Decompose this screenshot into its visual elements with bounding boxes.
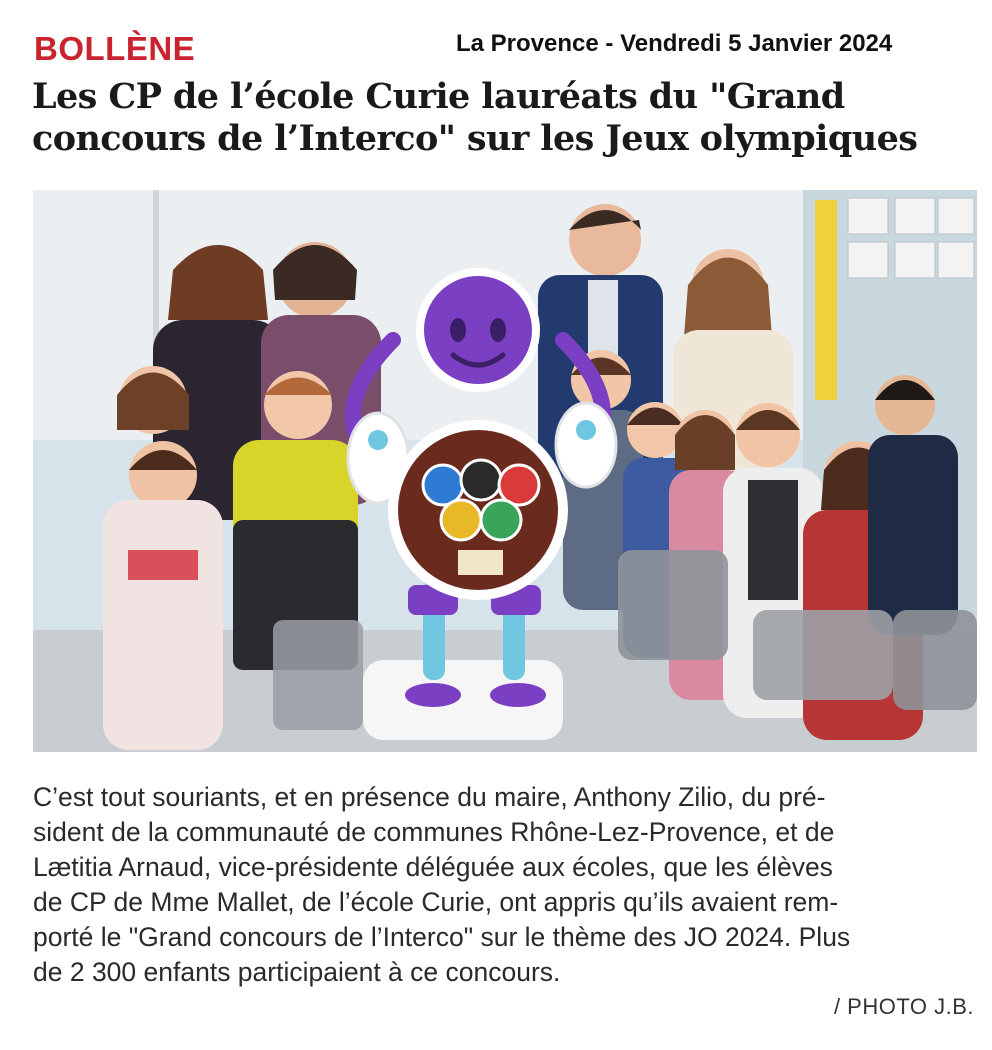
photo-credit: / PHOTO J.B. (833, 994, 974, 1019)
headline-line-1: Les CP de l’école Curie lauréats du "Grand (32, 76, 845, 117)
body-line-6: de 2 300 enfants participaient à ce concours. (33, 957, 561, 987)
headline (32, 76, 972, 160)
kicker: BOLLÈNE (34, 30, 196, 67)
body-line-2: sident de la communauté de communes Rhône-Lez-Provence, et de (33, 817, 835, 847)
source-line: La Provence - Vendredi 5 Janvier 2024 (456, 30, 893, 57)
article-photo (33, 190, 977, 752)
article-body (33, 780, 977, 990)
body-line-5: porté le "Grand concours de l’Interco" sur le thème des JO 2024. Plus (33, 922, 851, 952)
photo-illustration (33, 190, 977, 752)
body-line-1: C’est tout souriants, et en présence du maire, Anthony Zilio, du pré- (33, 782, 826, 812)
body-line-4: de CP de Mme Mallet, de l’école Curie, ont appris qu’ils avaient rem- (33, 887, 839, 917)
body-line-3: Lætitia Arnaud, vice-présidente déléguée aux écoles, que les élèves (33, 852, 833, 882)
headline-line-2: concours de l’Interco" sur les Jeux olympiques (32, 118, 918, 159)
